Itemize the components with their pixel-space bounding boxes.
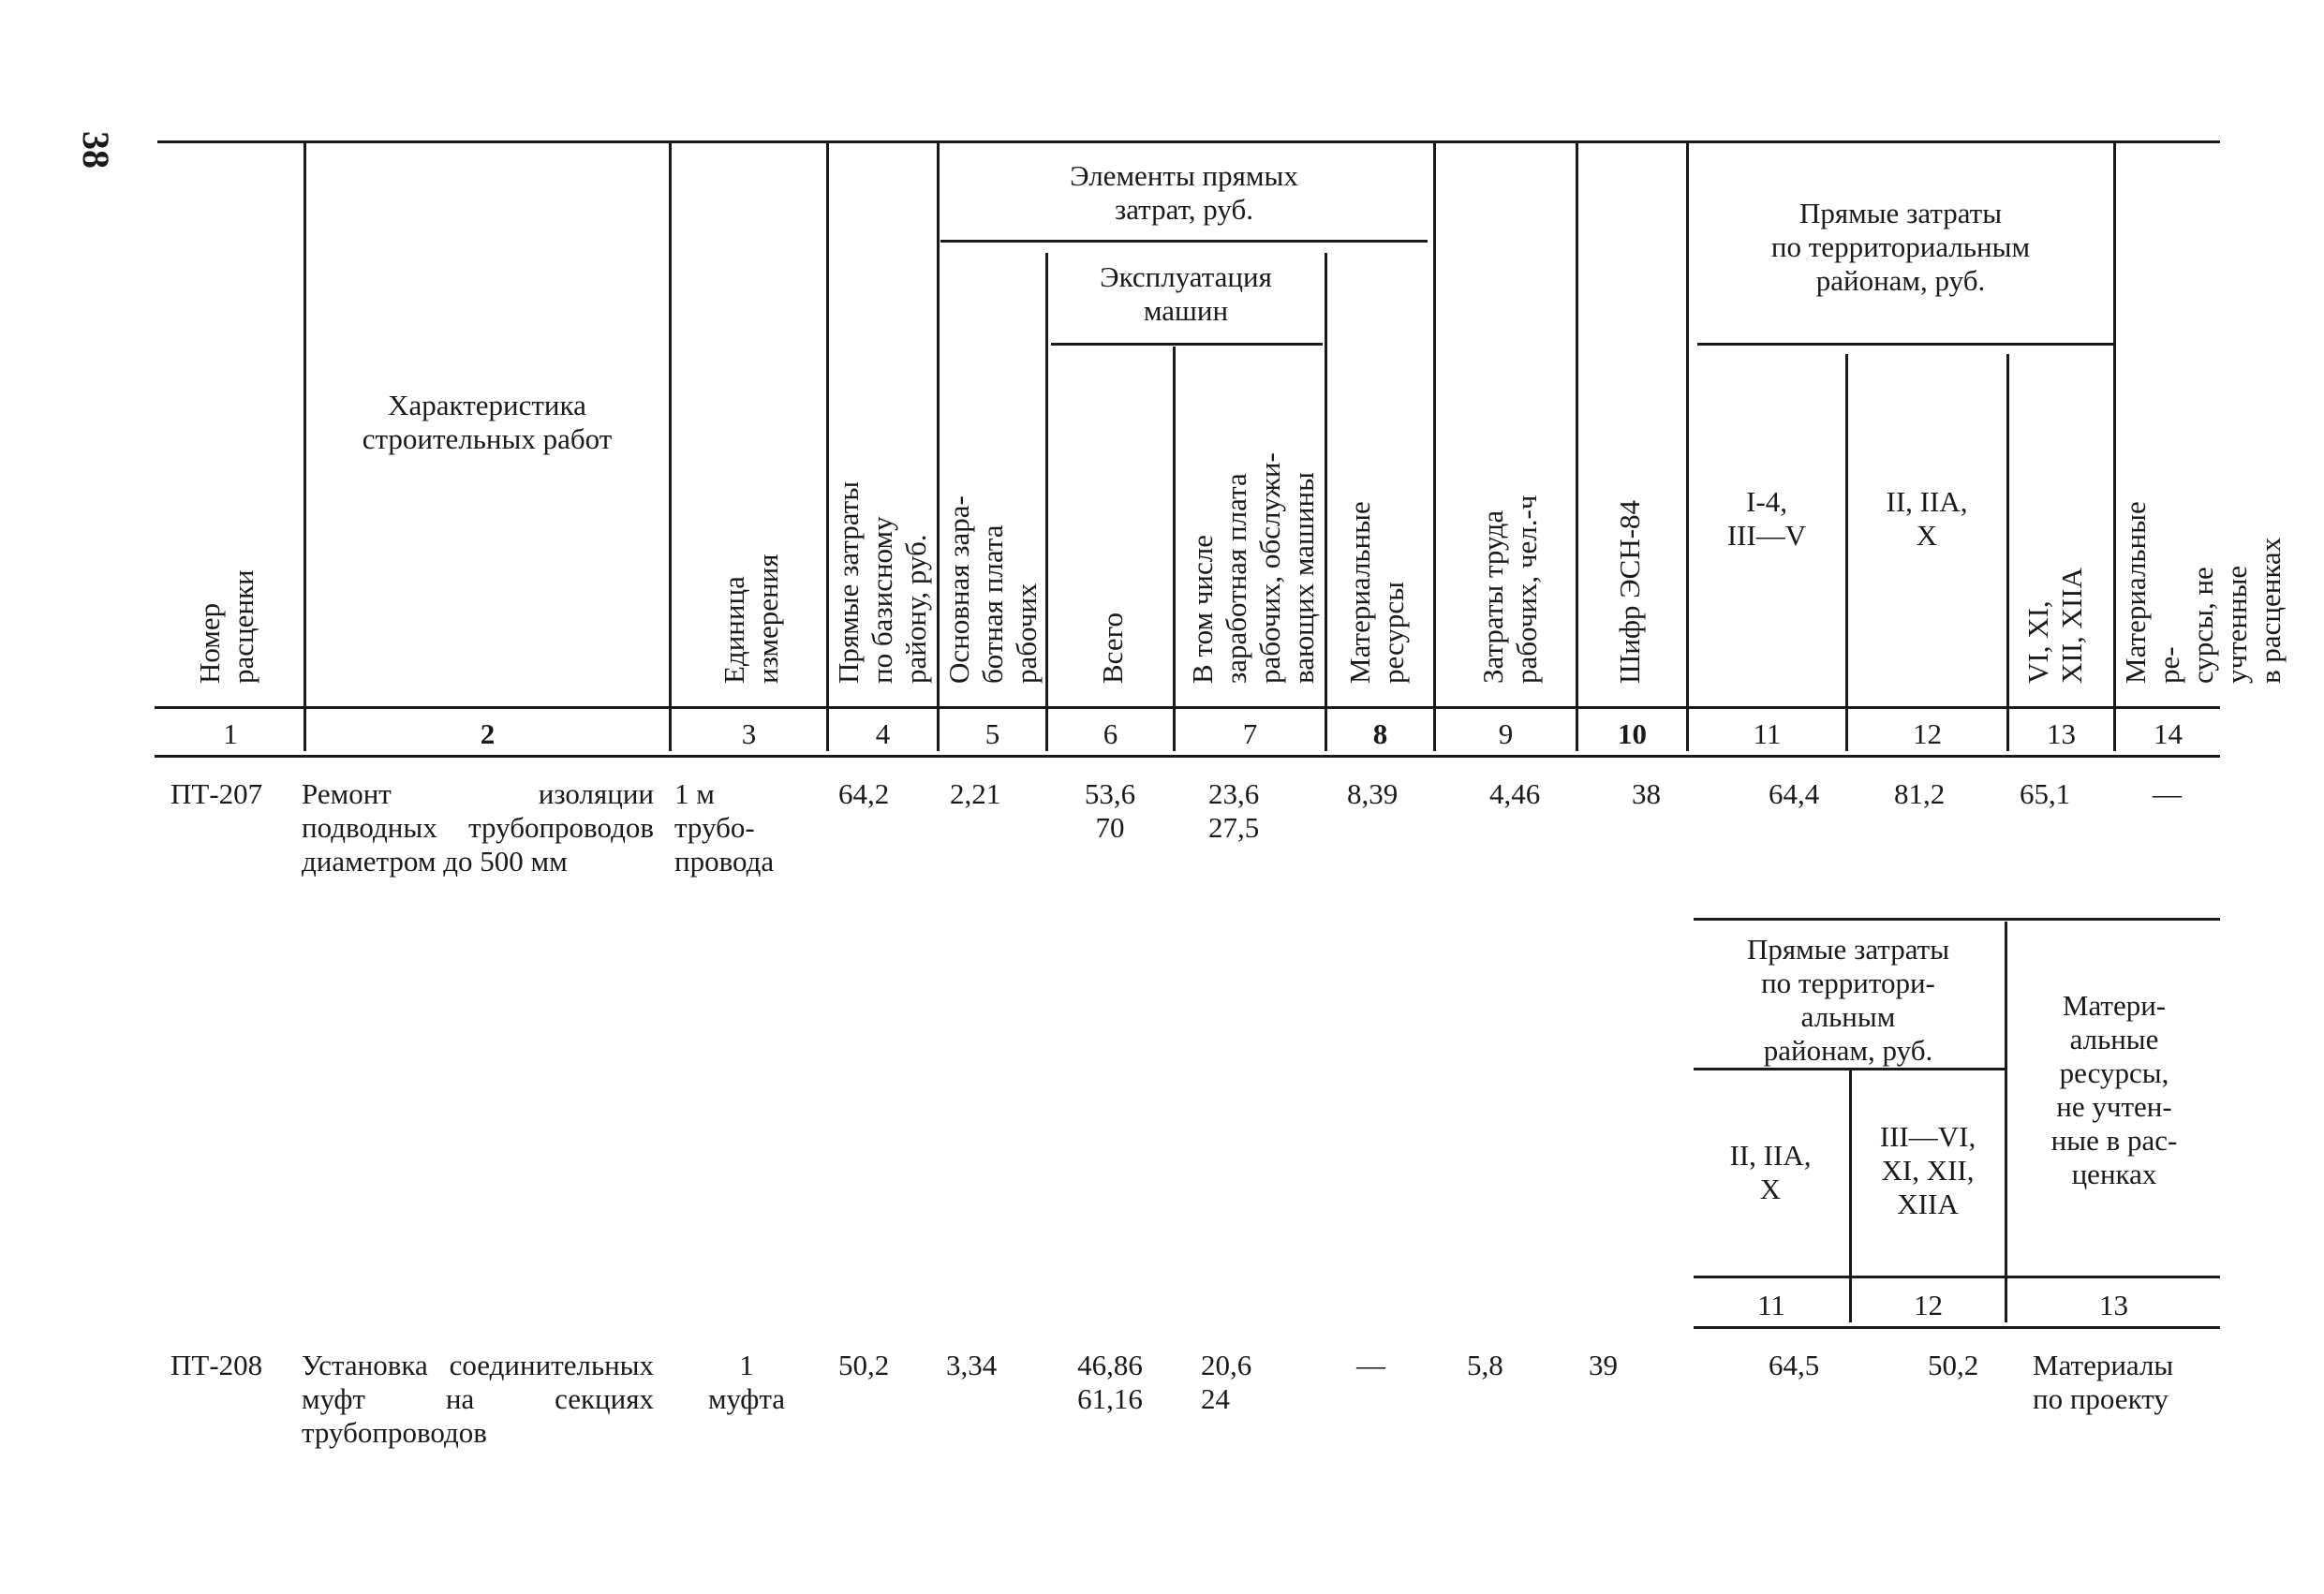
subheader-divider-1 — [1849, 1070, 1852, 1322]
col-divider-6 — [1173, 347, 1176, 751]
subheader-divider-2 — [2005, 922, 2007, 1322]
numbers-bottom-rule — [155, 755, 2220, 758]
header-edinica: Единица измерения — [718, 553, 784, 684]
row1-c12: 81,2 — [1894, 777, 1946, 810]
ekspluataciya-underline — [1051, 343, 1323, 346]
row2-c6: 46,86 61,16 — [1077, 1349, 1143, 1415]
header-pryamye-bazis: Прямые затраты по базисному району, руб. — [832, 480, 932, 684]
row2-c11: 64,5 — [1769, 1349, 1820, 1381]
col-number-14: 14 — [2154, 717, 2183, 750]
row1-c13: 65,1 — [2020, 777, 2071, 810]
col-divider-12 — [2006, 354, 2009, 751]
col-number-4: 4 — [875, 717, 891, 750]
header-region-2: II, IIA, X — [1886, 485, 1968, 552]
subheader-number-13: 13 — [2099, 1289, 2128, 1321]
col-number-11: 11 — [1753, 717, 1782, 750]
col-divider-10 — [1686, 142, 1689, 751]
row2-c4: 50,2 — [838, 1349, 890, 1381]
col-number-7: 7 — [1242, 717, 1258, 750]
table-top-rule — [157, 140, 2220, 143]
col-number-12: 12 — [1913, 717, 1942, 750]
subheader-number-12: 12 — [1914, 1289, 1943, 1321]
header-materialnye: Материальные ресурсы — [1343, 501, 1410, 684]
row2-c5: 3,34 — [946, 1349, 998, 1381]
col-divider-8 — [1433, 142, 1436, 751]
subheader-region-2: III—VI, XI, XII, XIIA — [1879, 1120, 1976, 1220]
row1-c5: 2,21 — [950, 777, 1001, 810]
header-v-tom-chisle: В том числе заработная плата рабочих, обслужи- вающих машины — [1186, 452, 1320, 684]
header-pryamye-territ: Прямые затраты по территориальным районам, руб. — [1770, 197, 2031, 297]
row1-desc: Ремонт изоляции подводных трубопроводов диаметром до 500 мм — [302, 777, 654, 878]
col-divider-4 — [937, 142, 940, 751]
row2-c12: 50,2 — [1928, 1349, 1979, 1381]
col-divider-9 — [1576, 142, 1578, 751]
header-elementy: Элементы прямых затрат, руб. — [1070, 159, 1298, 226]
col-number-5: 5 — [984, 717, 1000, 750]
row2-c8: — — [1356, 1349, 1385, 1381]
header-osnovnaya: Основная зара- ботная плата рабочих — [942, 495, 1043, 684]
row2-c7: 20,6 24 — [1201, 1349, 1252, 1415]
row1-c7: 23,6 27,5 — [1208, 777, 1260, 844]
row1-unit: 1 м трубо- провода — [674, 777, 775, 878]
col-number-2: 2 — [480, 717, 496, 750]
header-nomer: Номер расценки — [193, 569, 259, 684]
header-region-3: VI, XI, XII, XIIA — [2021, 568, 2088, 684]
header-region-1: I-4, III—V — [1726, 485, 1807, 552]
row2-c9: 5,8 — [1467, 1349, 1503, 1381]
row1-c14: — — [2153, 777, 2182, 810]
row2-code: ПТ-208 — [170, 1349, 263, 1381]
subheader-pryamye: Прямые затраты по территори- альным районам, руб. — [1746, 933, 1950, 1067]
col-number-13: 13 — [2047, 717, 2076, 750]
col-divider-1 — [303, 142, 306, 751]
col-divider-2 — [669, 142, 672, 751]
header-bottom-rule — [155, 706, 2220, 709]
row1-c10: 38 — [1632, 777, 1661, 810]
col-divider-13 — [2113, 142, 2116, 751]
header-vsego: Всего — [1096, 612, 1129, 684]
subheader-region-1: II, IIA, X — [1729, 1139, 1812, 1205]
col-number-9: 9 — [1498, 717, 1514, 750]
subheader-top-rule — [1694, 918, 2220, 921]
header-mat-neuchten: Материальные ре- сурсы, не учтенные в расценках — [2119, 501, 2287, 684]
col-divider-7 — [1325, 253, 1327, 751]
subheader-number-11: 11 — [1757, 1289, 1785, 1321]
row2-unit: 1 муфта — [707, 1349, 786, 1415]
row1-c11: 64,4 — [1769, 777, 1820, 810]
header-ekspluataciya: Эксплуатация машин — [1100, 260, 1272, 327]
subheader-mat: Матери- альные ресурсы, не учтен- ные в рас- ценках — [2050, 989, 2178, 1190]
col-number-10: 10 — [1618, 717, 1647, 750]
col-divider-5 — [1045, 253, 1048, 751]
col-number-6: 6 — [1103, 717, 1118, 750]
row2-c10: 39 — [1589, 1349, 1618, 1381]
subheader-numbers-rule — [1694, 1326, 2220, 1329]
row1-code: ПТ-207 — [170, 777, 263, 810]
header-shifr: Шифр ЭСН-84 — [1613, 499, 1646, 684]
page-number: 38 — [75, 131, 117, 169]
header-zatraty-truda: Затраты труда рабочих, чел.-ч — [1476, 494, 1543, 684]
header-harakteristika: Характеристика строительных работ — [362, 389, 613, 455]
col-number-1: 1 — [223, 717, 238, 750]
row2-c13: Материалы по проекту — [2033, 1349, 2174, 1415]
row1-c6: 53,6 70 — [1084, 777, 1136, 844]
col-divider-3 — [826, 142, 829, 751]
row1-c4: 64,2 — [838, 777, 890, 810]
col-number-8: 8 — [1372, 717, 1388, 750]
col-divider-11 — [1845, 354, 1848, 751]
subheader-bottom-rule — [1694, 1276, 2220, 1278]
row2-desc: Установка соединительных муфт на секциях трубопроводов — [302, 1349, 654, 1449]
elementy-underline — [940, 240, 1428, 243]
row1-c9: 4,46 — [1489, 777, 1541, 810]
row1-c8: 8,39 — [1347, 777, 1399, 810]
col-number-3: 3 — [741, 717, 757, 750]
territ-underline — [1697, 343, 2115, 346]
